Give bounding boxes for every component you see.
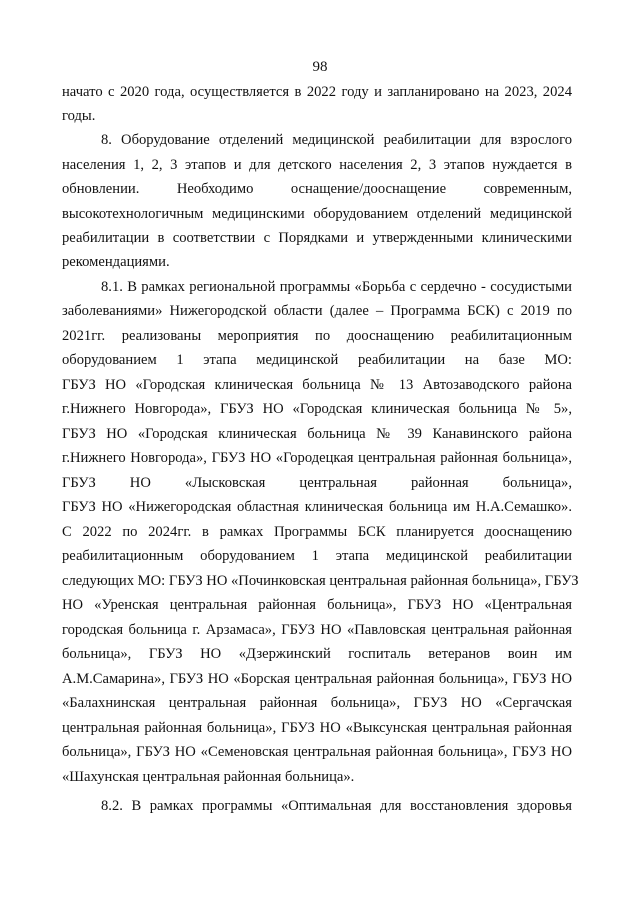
body-line: С 2022 по 2024гг. в рамках Программы БСК планируется дооснащению [62,524,572,540]
body-line: начато с 2020 года, осуществляется в 2022 году и запланировано на 2023, 2024 [62,84,572,100]
body-line: «Шахунская центральная районная больница». [62,769,355,785]
body-line: г.Нижнего Новгорода», ГБУЗ НО «Городская клиническая больница № 5», [62,401,572,417]
body-line: больница», ГБУЗ НО «Дзержинский госпиталь ветеранов воин им [62,646,572,662]
body-line: 8.2. В рамках программы «Оптимальная для восстановления здоровья [101,798,572,814]
page-number: 98 [312,59,328,75]
body-line: реабилитационным оборудованием 1 этапа медицинской реабилитации [62,548,572,564]
body-line: 8.1. В рамках региональной программы «Борьба с сердечно - сосудистыми [101,279,572,295]
body-line: ГБУЗ НО «Городская клиническая больница № 13 Автозаводского района [62,377,572,393]
body-line: 8. Оборудование отделений медицинской реабилитации для взрослого [101,132,572,148]
body-line: ГБУЗ НО «Лысковская центральная районная больница», [62,475,572,491]
body-line: больница», ГБУЗ НО «Семеновская центральная районная больница», ГБУЗ НО [62,744,572,760]
body-line: следующих МО: ГБУЗ НО «Починковская центральная районная больница», ГБУЗ [62,573,579,589]
body-line: заболеваниями» Нижегородской области (далее – Программа БСК) с 2019 по [62,303,572,319]
body-line: реабилитации в соответствии с Порядками и утвержденными клиническими [62,230,572,246]
body-line: высокотехнологичным медицинскими оборудованием отделений медицинской [62,206,572,222]
body-line: обновлении. Необходимо оснащение/дооснащение современным, [62,181,572,197]
body-line: НО «Уренская центральная районная больница», ГБУЗ НО «Центральная [62,597,572,613]
body-line: рекомендациями. [62,254,170,270]
body-line: городская больница г. Арзамаса», ГБУЗ НО «Павловская центральная районная [62,622,572,638]
body-line: 2021гг. реализованы мероприятия по дооснащению реабилитационным [62,328,572,344]
body-line: населения 1, 2, 3 этапов и для детского населения 2, 3 этапов нуждается в [62,157,572,173]
body-line: А.М.Самарина», ГБУЗ НО «Борская центральная районная больница», ГБУЗ НО [62,671,572,687]
body-line: г.Нижнего Новгорода», ГБУЗ НО «Городецкая центральная районная больница», [62,450,572,466]
body-line: годы. [62,108,96,124]
body-line: оборудованием 1 этапа медицинской реабилитации на базе МО: [62,352,572,368]
body-line: центральная районная больница», ГБУЗ НО «Выксунская центральная районная [62,720,572,736]
body-line: «Балахнинская центральная районная больница», ГБУЗ НО «Сергачская [62,695,572,711]
body-line: ГБУЗ НО «Нижегородская областная клиническая больница им Н.А.Семашко». [62,499,572,515]
body-line: ГБУЗ НО «Городская клиническая больница № 39 Канавинского района [62,426,572,442]
